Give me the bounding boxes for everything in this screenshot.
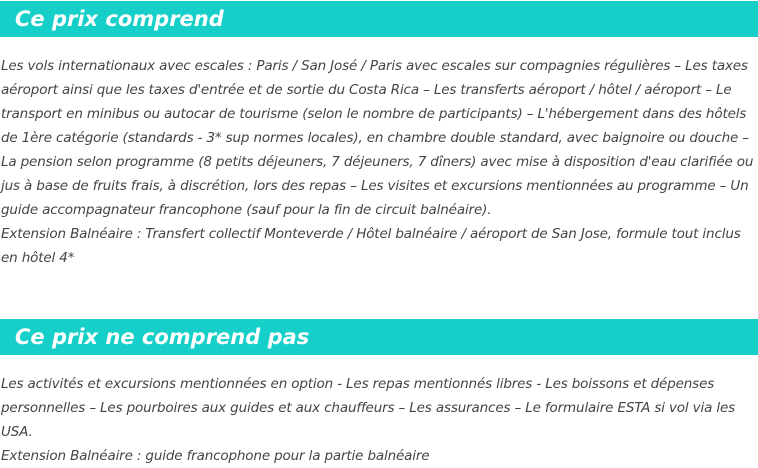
price-excludes-heading: Ce prix ne comprend pas [0, 319, 758, 355]
price-includes-section [0, 1, 758, 270]
price-includes-body [0, 54, 758, 270]
price-includes-paragraph: Les vols internationaux avec escales : Paris / San José / Paris avec escales sur compagnies régulières – Les taxes aéroport ainsi que les taxes d'entrée et de sortie du Costa Rica – Les transferts aéroport / hôtel / aéroport – Le transport en minibus ou autocar de tourisme (selon le nombre de participants) – L'hébergement dans des hôtels de 1ère catégorie (standards - 3* sup normes locales), en chambre double standard, avec baignoire ou douche – La pension selon programme (8 petits déjeuners, 7 déjeuners, 7 dîners) avec mise à disposition d'eau clarifiée ou jus à base de fruits frais, à discrétion, lors des repas – Les visites et excursions mentionnées au programme – Un guide accompagnateur francophone (sauf pour la fin de circuit balnéaire). [1, 58, 754, 218]
price-includes-extension: Extension Balnéaire : Transfert collectif Monteverde / Hôtel balnéaire / aéroport de San Jose, formule tout inclus en hôtel 4* [1, 226, 741, 266]
price-excludes-extension: Extension Balnéaire : guide francophone pour la partie balnéaire [1, 448, 430, 464]
price-excludes-section [0, 319, 758, 468]
price-excludes-body [0, 372, 758, 468]
price-excludes-paragraph: Les activités et excursions mentionnées en option - Les repas mentionnés libres - Les boissons et dépenses personnelles – Les pourboires aux guides et aux chauffeurs – Les assurances – Le formulaire ESTA si vol via les USA. [1, 376, 736, 440]
price-includes-heading: Ce prix comprend [0, 1, 758, 37]
